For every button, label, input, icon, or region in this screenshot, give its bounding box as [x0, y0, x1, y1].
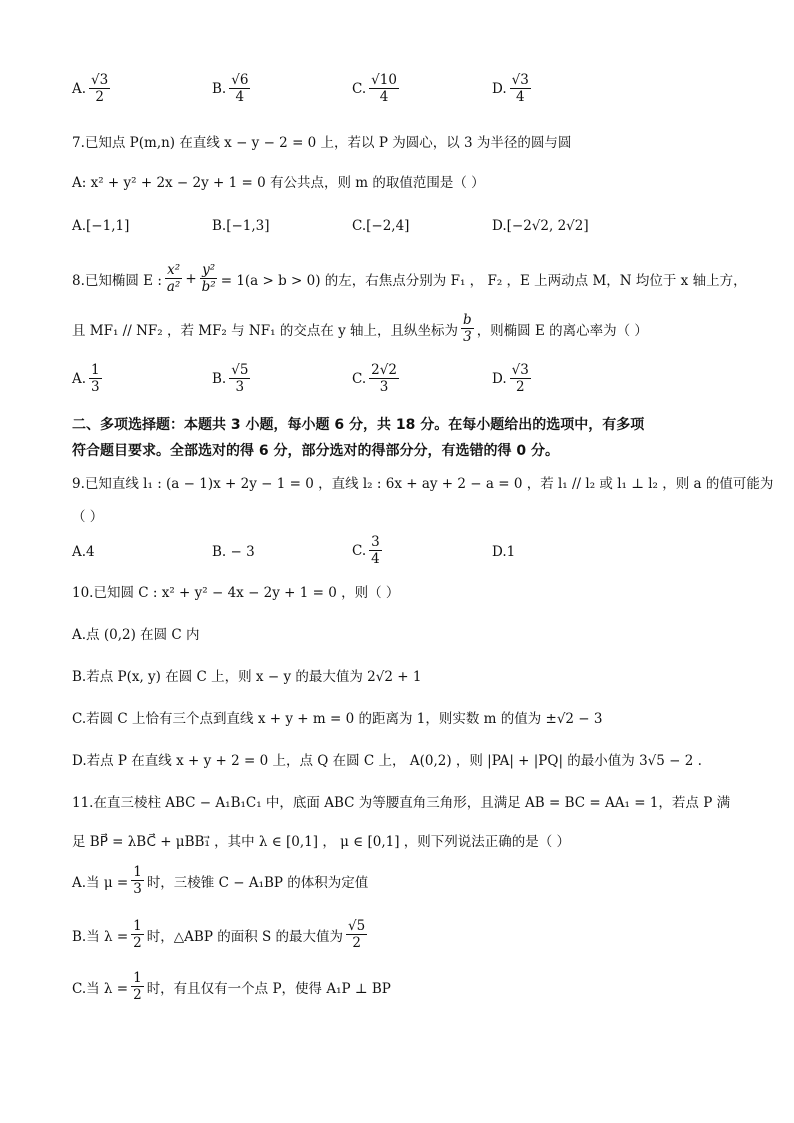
q9-option-a: A.4 — [72, 544, 95, 560]
q11-option-b: B.当 λ = $\frac{1}{2}$ 时，△ABP 的面积 S 的最大值为 $\frac{√5}{2}$ — [72, 918, 366, 951]
q11-stem-line2: 足 BP⃗ = λBC⃗ + μBB₁⃗ ，其中 λ ∈ [0,1] ， μ ∈ [0,1] ，则下列说法正确的是（ ） — [72, 834, 571, 850]
q10-option-b: B.若点 P(x, y) 在圆 C 上，则 x − y 的最大值为 2√2 + 1 — [72, 669, 422, 685]
q10-option-d: D.若点 P 在直线 x + y + 2 = 0 上，点 Q 在圆 C 上， A(0,2) ，则 |PA| + |PQ| 的最小值为 3√5 − 2 . — [72, 753, 702, 769]
q11-option-a: A.当 μ = $\frac{1}{3}$ 时，三棱锥 C − A₁BP 的体积为定值 — [72, 864, 369, 897]
q9-option-b: B. − 3 — [212, 544, 255, 560]
q11-stem-line1: 11.在直三棱柱 ABC − A₁B₁C₁ 中，底面 ABC 为等腰直角三角形，且满足 AB = BC = AA₁ = 1，若点 P 满 — [72, 795, 731, 811]
q6-option-c: C. $\frac{√10}{4}$ — [352, 72, 397, 105]
q11-option-c: C.当 λ = $\frac{1}{2}$ 时，有且仅有一个点 P，使得 A₁P ⊥ BP — [72, 970, 391, 1003]
q10-option-c: C.若圆 C 上恰有三个点到直线 x + y + m = 0 的距离为 1，则实数 m 的值为 ±√2 − 3 — [72, 711, 603, 727]
q9-option-d: D.1 — [492, 544, 516, 560]
section2-heading-line2: 符合题目要求。全部选对的得 6 分，部分选对的得部分分，有选错的得 0 分。 — [72, 443, 559, 459]
q7-option-d: D.[−2√2, 2√2] — [492, 218, 589, 234]
q9-stem-line1: 9.已知直线 l₁ : (a − 1)x + 2y − 1 = 0 ，直线 l₂ : 6x + ay + 2 − a = 0 ，若 l₁ // l₂ 或 l₁ ⊥ l₂ ，则 a 的值可能为 — [72, 476, 774, 492]
q8-stem-line1: 8.已知椭圆 E : $\frac{\text{x²}}{\text{a²}}$ + $\frac{\text{y²}}{\text{b²}}$ = 1(a > b > 0) 的左，右焦点分别为 F₁ ， F₂ ，E 上两动点 M，N 均位于 x 轴上方， — [72, 262, 747, 295]
q7-stem-line1: 7.已知点 P(m,n) 在直线 x − y − 2 = 0 上，若以 P 为圆心，以 3 为半径的圆与圆 — [72, 135, 572, 151]
section2-heading-line1: 二、多项选择题：本题共 3 小题，每小题 6 分，共 18 分。在每小题给出的选项中，有多项 — [72, 417, 645, 433]
q8-stem-line2: 且 MF₁ // NF₂ ，若 MF₂ 与 NF₁ 的交点在 y 轴上，且纵坐标为 $\frac{b}{3}$ ，则椭圆 E 的离心率为（ ） — [72, 312, 648, 345]
q6-option-b: B. $\frac{√6}{4}$ — [212, 72, 249, 105]
q8-option-b: B. $\frac{√5}{3}$ — [212, 362, 249, 395]
q8-option-a: A. $\frac{1}{3}$ — [72, 362, 100, 395]
q8-option-c: C. $\frac{2√2}{3}$ — [352, 362, 397, 395]
q10-stem: 10.已知圆 C : x² + y² − 4x − 2y + 1 = 0 ，则（ ） — [72, 585, 400, 601]
q9-option-c: C. $\frac{3}{4}$ — [352, 534, 380, 567]
q7-option-b: B.[−1,3] — [212, 218, 270, 234]
q7-option-c: C.[−2,4] — [352, 218, 410, 234]
q6-option-a: A. $\frac{√3}{2}$ — [72, 72, 109, 105]
q7-option-a: A.[−1,1] — [72, 218, 130, 234]
q8-option-d: D. $\frac{√3}{2}$ — [492, 362, 529, 395]
q7-stem-line2: A: x² + y² + 2x − 2y + 1 = 0 有公共点，则 m 的取值范围是（ ） — [72, 175, 485, 191]
q6-option-d: D. $\frac{√3}{4}$ — [492, 72, 529, 105]
q9-stem-line2: （ ） — [72, 509, 104, 525]
q10-option-a: A.点 (0,2) 在圆 C 内 — [72, 627, 200, 643]
